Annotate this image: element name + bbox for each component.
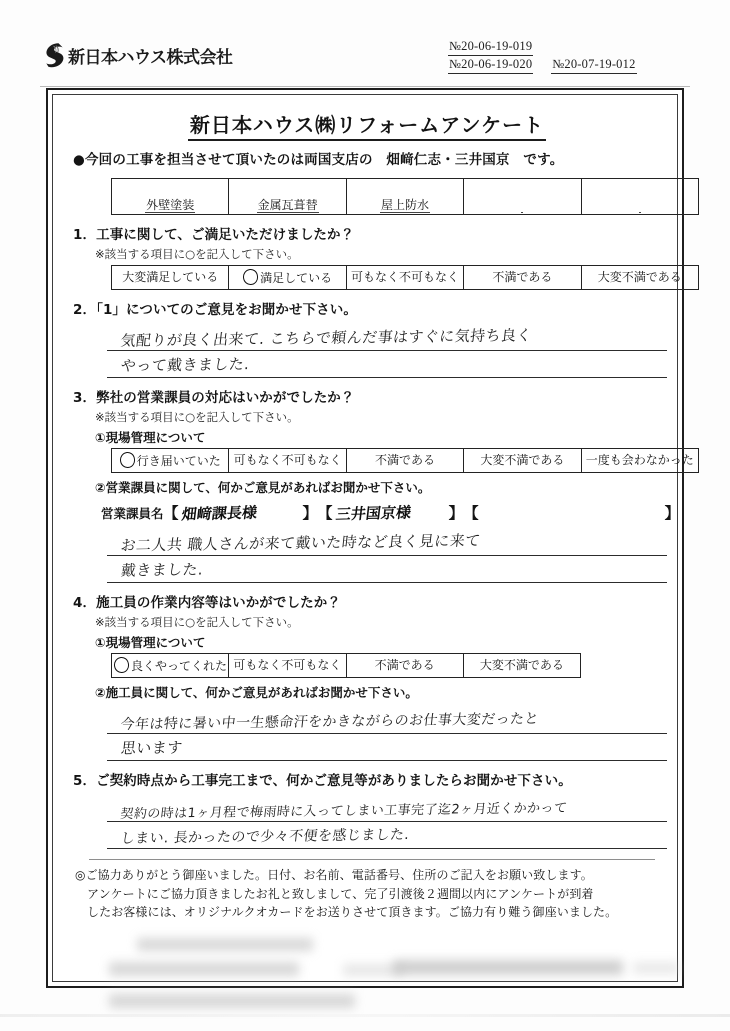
footer-divider <box>89 859 655 860</box>
question-4-note: ※該当する項目に○を記入して下さい。 <box>95 615 299 629</box>
option-cell-4[interactable]: 大変不満である <box>464 449 581 473</box>
bracket-open: 【 <box>317 504 333 522</box>
redaction-bar <box>109 962 299 976</box>
option-cell-5[interactable]: 一度も会わなかった <box>581 449 698 473</box>
bracket-close: 】 <box>448 504 464 522</box>
handwriting-line <box>107 734 667 761</box>
staff-name-value <box>478 516 665 521</box>
staff-name-row <box>101 502 680 524</box>
work-type-cell-empty <box>581 179 698 215</box>
handwriting-line <box>107 529 667 556</box>
form-inner-border <box>52 94 694 982</box>
option-cell-1-selected[interactable]: 良くやってくれた <box>112 654 229 678</box>
reference-number-block <box>448 38 637 74</box>
staff-name-label: 営業課員名 <box>101 505 164 521</box>
question-4-sub2: ②施工員に関して、何かご意見があればお聞かせ下さい。 <box>95 685 418 700</box>
selection-circle-icon <box>113 656 130 674</box>
table-row <box>112 654 581 678</box>
handwritten-text: 思います <box>119 738 184 758</box>
footer-note <box>75 866 663 922</box>
handwriting-line <box>107 822 667 849</box>
redaction-bar <box>633 962 679 974</box>
option-cell-2-selected[interactable]: 満足している <box>229 266 346 290</box>
staff-name-field-2[interactable] <box>318 502 464 523</box>
staff-name-field-3[interactable] <box>464 502 680 523</box>
handwritten-text: 戴きました. <box>119 560 205 580</box>
footer-line: ◎ご協力ありがとう御座いました。日付、お名前、電話番号、住所のご記入をお願い致します。 <box>75 868 593 882</box>
handwriting-line <box>107 324 667 351</box>
work-type-cell: 外壁塗装 <box>112 179 229 215</box>
option-cell-3[interactable]: 不満である <box>346 449 463 473</box>
lead-sentence: ●今回の工事を担当させて頂いたのは両国支店の 畑﨑仁志・三井国京 です。 <box>73 152 564 168</box>
reference-number: №20-06-19-020 <box>448 57 533 74</box>
bracket-open: 【 <box>463 504 479 522</box>
question-1-note: ※該当する項目に○を記入して下さい。 <box>95 247 299 261</box>
survey-form <box>46 88 694 988</box>
redaction-bar <box>393 960 623 975</box>
table-row <box>112 266 699 290</box>
question-5-text: 5．ご契約時点から工事完工まで、何かご意見等がありましたらお聞かせ下さい。 <box>73 773 572 789</box>
scan-edge-artifact <box>0 1014 730 1017</box>
question-3-note: ※該当する項目に○を記入して下さい。 <box>95 410 299 424</box>
question-1-options <box>111 265 699 290</box>
question-4-answer <box>107 707 663 761</box>
work-type-cell: 屋上防水 <box>346 179 463 215</box>
redacted-personal-info <box>93 936 683 1022</box>
option-cell-3[interactable]: 可もなく不可もなく <box>346 266 463 290</box>
option-cell-2[interactable]: 可もなく不可もなく <box>229 654 346 678</box>
masthead <box>0 38 730 90</box>
work-type-table <box>111 178 699 215</box>
option-cell-2[interactable]: 可もなく不可もなく <box>229 449 346 473</box>
selection-circle-icon <box>242 268 259 286</box>
staff-name-value: 畑﨑課長様 <box>180 503 258 524</box>
question-3-sub2: ②営業課員に関して、何かご意見があればお聞かせ下さい。 <box>95 480 431 495</box>
staff-name-field-1[interactable] <box>164 502 318 523</box>
question-1-text: 1．工事に関して、ご満足いただけましたか？ <box>73 227 355 243</box>
page-title: 新日本ハウス㈱リフォームアンケート <box>71 109 663 138</box>
handwriting-line <box>107 556 667 583</box>
question-4-sub1: ①現場管理について <box>95 635 206 650</box>
handwritten-text: 今年は特に暑い中一生懸命汗をかきながらのお仕事大変だったと <box>119 711 540 733</box>
question-2-text: 2．「1」についてのご意見をお聞かせ下さい。 <box>73 302 357 318</box>
option-cell-3[interactable]: 不満である <box>346 654 463 678</box>
work-type-cell-empty <box>464 179 581 215</box>
option-cell-4[interactable]: 不満である <box>464 266 581 290</box>
question-3-options <box>111 448 699 473</box>
question-5-answer <box>107 795 663 849</box>
handwritten-text: 契約の時は1ヶ月程で梅雨時に入ってしまい工事完了迄2ヶ月近くかかって <box>119 800 569 823</box>
option-cell-5[interactable]: 大変不満である <box>581 266 698 290</box>
swoosh-logo-icon <box>42 42 64 68</box>
handwritten-text: やって戴きました. <box>119 355 251 375</box>
masthead-divider <box>40 86 690 87</box>
question-3-sub1: ①現場管理について <box>95 430 206 445</box>
option-cell-4[interactable]: 大変不満である <box>463 654 580 678</box>
table-row <box>112 449 699 473</box>
handwriting-line <box>107 351 667 378</box>
table-row <box>112 179 699 215</box>
reference-number: №20-07-19-012 <box>551 57 636 74</box>
company-name: 新日本ハウス株式会社 <box>68 47 233 68</box>
handwriting-line <box>107 707 667 734</box>
staff-name-value: 三井国京様 <box>334 503 412 524</box>
reference-number: №20-06-19-019 <box>448 39 533 56</box>
handwriting-line <box>107 795 667 822</box>
option-cell-1[interactable]: 大変満足している <box>112 266 229 290</box>
question-2-answer <box>107 324 663 378</box>
bracket-open: 【 <box>163 504 179 522</box>
option-cell-1-selected[interactable]: 行き届いていた <box>112 449 229 473</box>
work-type-cell: 金属瓦葺替 <box>229 179 346 215</box>
bracket-close: 】 <box>664 504 680 522</box>
footer-line: したお客様には、オリジナルクオカードをお送りさせて頂きます。ご協力有り難う御座いました。 <box>87 905 618 920</box>
handwritten-text: お二人共 職人さんが来て戴いた時など良く見に来て <box>119 531 482 555</box>
bracket-close: 】 <box>302 504 318 522</box>
question-3-text: 3．弊社の営業課員の対応はいかがでしたか？ <box>73 390 355 406</box>
redaction-bar <box>109 994 355 1008</box>
handwritten-text: しまい. 長かったので少々不便を感じました. <box>119 826 411 848</box>
question-4-text: 4．施工員の作業内容等はいかがでしたか？ <box>73 595 341 611</box>
question-4-options <box>111 653 581 678</box>
company-logo <box>42 42 233 68</box>
question-3-answer <box>107 529 663 583</box>
handwritten-text: 気配りが良く出来て. こちらで頼んだ事はすぐに気持ち良く <box>119 326 533 350</box>
footer-line: アンケートにご協力頂きましたお礼と致しまして、完了引渡後２週間以内にアンケートが到着 <box>87 886 594 901</box>
redaction-bar <box>137 938 313 951</box>
selection-circle-icon <box>119 451 136 469</box>
